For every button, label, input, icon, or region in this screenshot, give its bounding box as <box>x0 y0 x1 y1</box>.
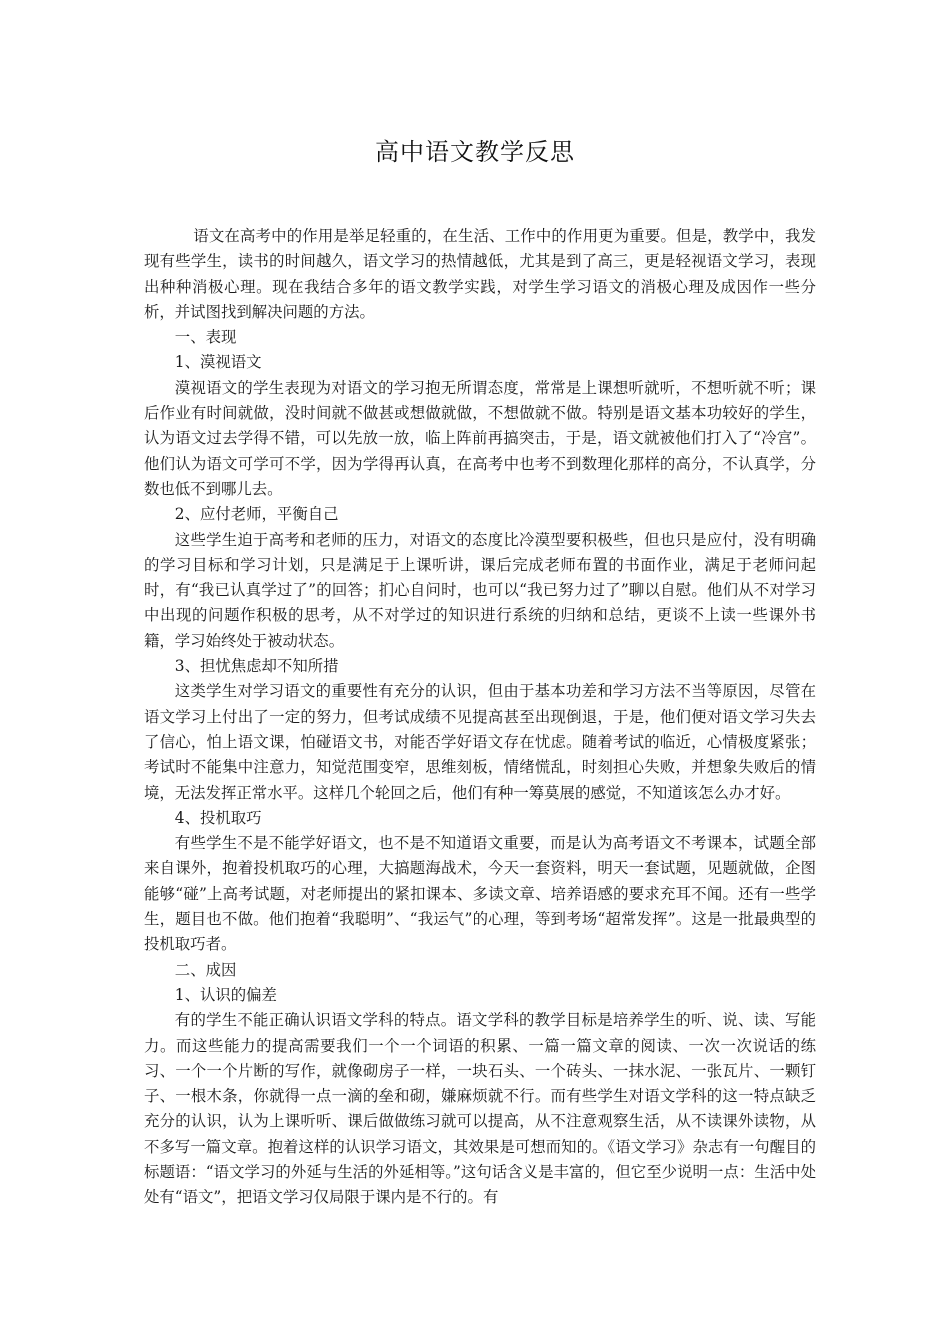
document-title: 高中语文教学反思 <box>375 138 575 166</box>
subsection-heading: 2、应付老师，平衡自己 <box>174 505 339 524</box>
section-heading: 二、成因 <box>174 960 237 979</box>
body-paragraph: 这类学生对学习语文的重要性有充分的认识，但由于基本功差和学习方法不当等原因，尽管在语文学习上付出了一定的努力，但考试成绩不见提高甚至出现倒退，于是，他们便对语文学习失去了信心，怕上语文课，怕碰语文书，对能否学好语文存在忧虑。随着考试的临近，心情极度紧张；考试时不能集中注意力，知觉范围变窄，思维刻板，情绪慌乱，时刻担心失败，并想象失败后的情境，无法发挥正常水平。这样几个轮回之后，他们有种一筹莫展的感觉，不知道该怎么办才好。 <box>144 682 816 802</box>
body-paragraph: 漠视语文的学生表现为对语文的学习抱无所谓态度，常常是上课想听就听，不想听就不听；课后作业有时间就做，没时间就不做甚或想做就做，不想做就不做。特别是语文基本功较好的学生，认为语文过去学得不错，可以先放一放，临上阵前再搞突击，于是，语文就被他们打入了“冷宫”。他们认为语文可学可不学，因为学得再认真，在高考中也考不到数理化那样的高分，不认真学，分数也低不到哪儿去。 <box>144 378 816 498</box>
section-heading: 一、表现 <box>174 328 237 347</box>
body-paragraph: 有些学生不是不能学好语文，也不是不知道语文重要，而是认为高考语文不考课本，试题全部来自课外，抱着投机取巧的心理，大搞题海战术，今天一套资料，明天一套试题，见题就做，企图能够“碰”上高考试题，对老师提出的紧扣课本、多读文章、培养语感的要求充耳不闻。还有一些学生，题目也不做。他们抱着“我聪明”、“我运气”的心理，等到考场“超常发挥”。这是一批最典型的投机取巧者。 <box>144 834 816 954</box>
body-paragraph: 这些学生迫于高考和老师的压力，对语文的态度比冷漠型要积极些，但也只是应付，没有明确的学习目标和学习计划，只是满足于上课听讲，课后完成老师布置的书面作业，满足于老师问起时，有“我已认真学过了”的回答；扪心自问时，也可以“我已努力过了”聊以自慰。他们从不对学习中出现的问题作积极的思考，从不对学过的知识进行系统的归纳和总结，更谈不上读一些课外书籍，学习始终处于被动状态。 <box>144 530 816 650</box>
body-paragraph: 有的学生不能正确认识语文学科的特点。语文学科的教学目标是培养学生的听、说、读、写能力。而这些能力的提高需要我们一个一个词语的积累、一篇一篇文章的阅读、一次一次说话的练习、一个一个片断的写作，就像砌房子一样，一块石头、一个砖头、一抹水泥、一张瓦片、一颗钉子、一根木条，你就得一点一滴的垒和砌，嫌麻烦就不行。而有些学生对语文学科的这一特点缺乏充分的认识，认为上课听听、课后做做练习就可以提高，从不注意观察生活，从不读课外读物，从不多写一篇文章。抱着这样的认识学习语文，其效果是可想而知的。《语文学习》杂志有一句醒目的标题语：“语文学习的外延与生活的外延相等。”这句话含义是丰富的，但它至少说明一点：生活中处处有“语文”，把语文学习仅局限于课内是不行的。有 <box>144 1011 816 1207</box>
intro-paragraph: 语文在高考中的作用是举足轻重的，在生活、工作中的作用更为重要。但是，教学中，我发现有些学生，读书的时间越久，语文学习的热情越低，尤其是到了高三，更是轻视语文学习，表现出种种消极心理。现在我结合多年的语文教学实践，对学生学习语文的消极心理及成因作一些分析，并试图找到解决问题的方法。 <box>144 227 816 321</box>
subsection-heading: 4、投机取巧 <box>174 808 262 827</box>
subsection-heading: 1、认识的偏差 <box>174 985 277 1004</box>
subsection-heading: 3、担忧焦虑却不知所措 <box>174 657 339 676</box>
document-body <box>144 224 816 1211</box>
subsection-heading: 1、漠视语文 <box>174 353 262 372</box>
